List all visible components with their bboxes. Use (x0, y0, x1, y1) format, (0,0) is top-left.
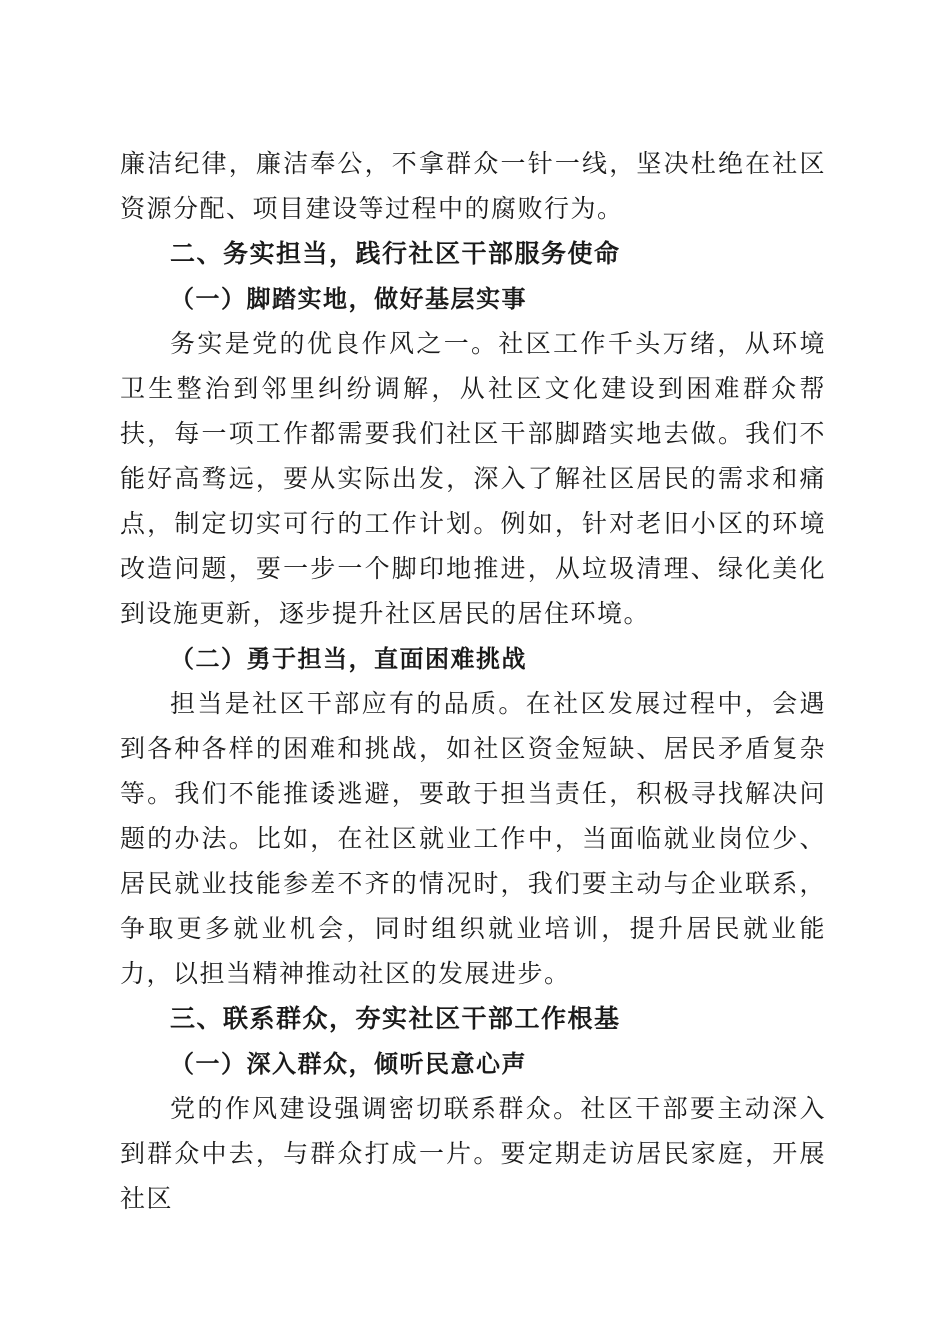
section-heading-3: 三、联系群众，夯实社区干部工作根基 (170, 1004, 621, 1033)
paragraph: 担当是社区干部应有的品质。在社区发展过程中，会遇到各种各样的困难和挑战，如社区资金短缺、居民矛盾复杂等。我们不能推诿逃避，要敢于担当责任，积极寻找解决问题的办法。比如，在社区就业工作中，当面临就业岗位少、居民就业技能参差不齐的情况时，我们要主动与企业联系，争取更多就业机会，同时组织就业培训，提升居民就业能力，以担当精神推动社区的发展进步。 (120, 689, 826, 988)
subsection-heading-2-2: （二）勇于担当，直面困难挑战 (170, 644, 527, 673)
paragraph-continued: 廉洁纪律，廉洁奉公，不拿群众一针一线，坚决杜绝在社区资源分配、项目建设等过程中的腐败行为。 (120, 149, 826, 223)
section-heading-2: 二、务实担当，践行社区干部服务使命 (170, 239, 621, 268)
paragraph: 务实是党的优良作风之一。社区工作千头万绪，从环境卫生整治到邻里纠纷调解，从社区文化建设到困难群众帮扶，每一项工作都需要我们社区干部脚踏实地去做。我们不能好高骛远，要从实际出发，深入了解社区居民的需求和痛点，制定切实可行的工作计划。例如，针对老旧小区的环境改造问题，要一步一个脚印地推进，从垃圾清理、绿化美化到设施更新，逐步提升社区居民的居住环境。 (120, 329, 826, 628)
document-body (120, 141, 826, 1221)
subsection-heading-3-1: （一）深入群众，倾听民意心声 (170, 1049, 527, 1078)
subsection-heading-2-1: （一）脚踏实地，做好基层实事 (170, 284, 527, 313)
paragraph: 党的作风建设强调密切联系群众。社区干部要主动深入到群众中去，与群众打成一片。要定期走访居民家庭，开展社区 (120, 1094, 826, 1213)
